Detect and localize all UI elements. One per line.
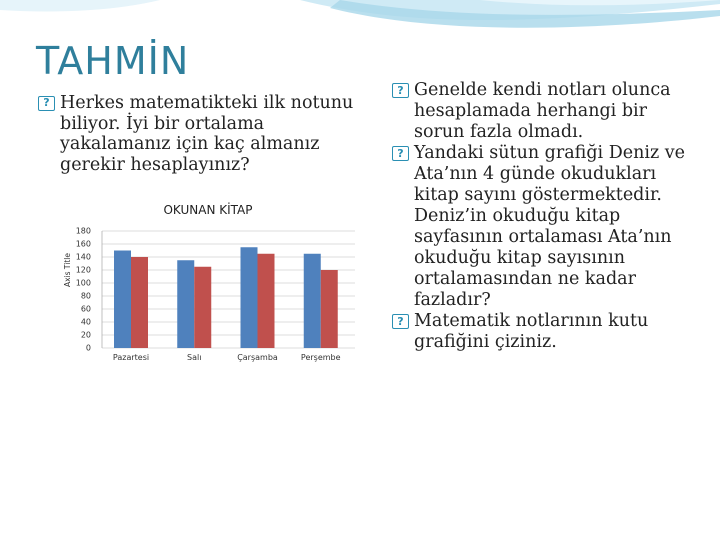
y-tick-label: 20 (80, 330, 91, 340)
right-bullet-list (392, 80, 692, 353)
box-bullet-icon: ? (38, 96, 55, 111)
bar-series-2 (194, 267, 211, 348)
x-tick-label: Salı (187, 353, 202, 362)
chart-title: OKUNAN KİTAP (163, 203, 253, 217)
y-tick-label: 160 (75, 239, 91, 249)
right-bullet-item (392, 80, 692, 143)
y-axis-title: Axis Title (63, 252, 72, 288)
bar-series-2 (131, 257, 148, 348)
box-bullet-icon: ? (392, 146, 409, 161)
box-bullet-icon: ? (392, 83, 409, 98)
y-tick-label: 60 (80, 304, 91, 314)
right-bullet-item (392, 311, 692, 353)
bar-series-1 (177, 260, 194, 348)
y-tick-label: 40 (80, 317, 91, 327)
y-tick-label: 0 (85, 343, 91, 353)
x-tick-label: Perşembe (300, 353, 341, 362)
left-bullet-list (38, 93, 368, 175)
y-tick-label: 140 (75, 252, 91, 262)
bar-chart (55, 195, 365, 375)
slide-title: TAHMİN (36, 39, 190, 83)
left-bullet-item (38, 93, 368, 175)
right-bullet-item (392, 143, 692, 311)
bullet-text: Matematik notlarının kutu grafiğini çiziniz. (414, 311, 649, 352)
x-tick-label: Pazartesi (112, 353, 150, 362)
bullet-text: Yandaki sütun grafiği Deniz ve Ata’nın 4 günde okudukları kitap sayını göstermektedir. Deniz’in okuduğu kitap sayfasının ortalaması Ata’nın okuduğu kitap sayısının ortalamasından ne kadar fazladır? (414, 143, 686, 310)
y-tick-label: 100 (75, 278, 91, 288)
bar-series-1 (304, 254, 321, 348)
bar-series-2 (321, 270, 338, 348)
y-tick-label: 80 (80, 291, 91, 301)
bullet-text: Herkes matematikteki ilk notunu biliyor. İyi bir ortalama yakalamanız için kaç almanız gerekir hesaplayınız? (60, 93, 354, 175)
bar-series-1 (241, 247, 258, 348)
box-bullet-icon: ? (392, 314, 409, 329)
x-tick-label: Çarşamba (237, 353, 278, 362)
y-tick-label: 120 (75, 265, 91, 275)
bar-series-1 (114, 251, 131, 349)
bar-series-2 (258, 254, 275, 348)
y-tick-label: 180 (75, 226, 91, 236)
bullet-text: Genelde kendi notları olunca hesaplamada herhangi bir sorun fazla olmadı. (414, 80, 671, 142)
